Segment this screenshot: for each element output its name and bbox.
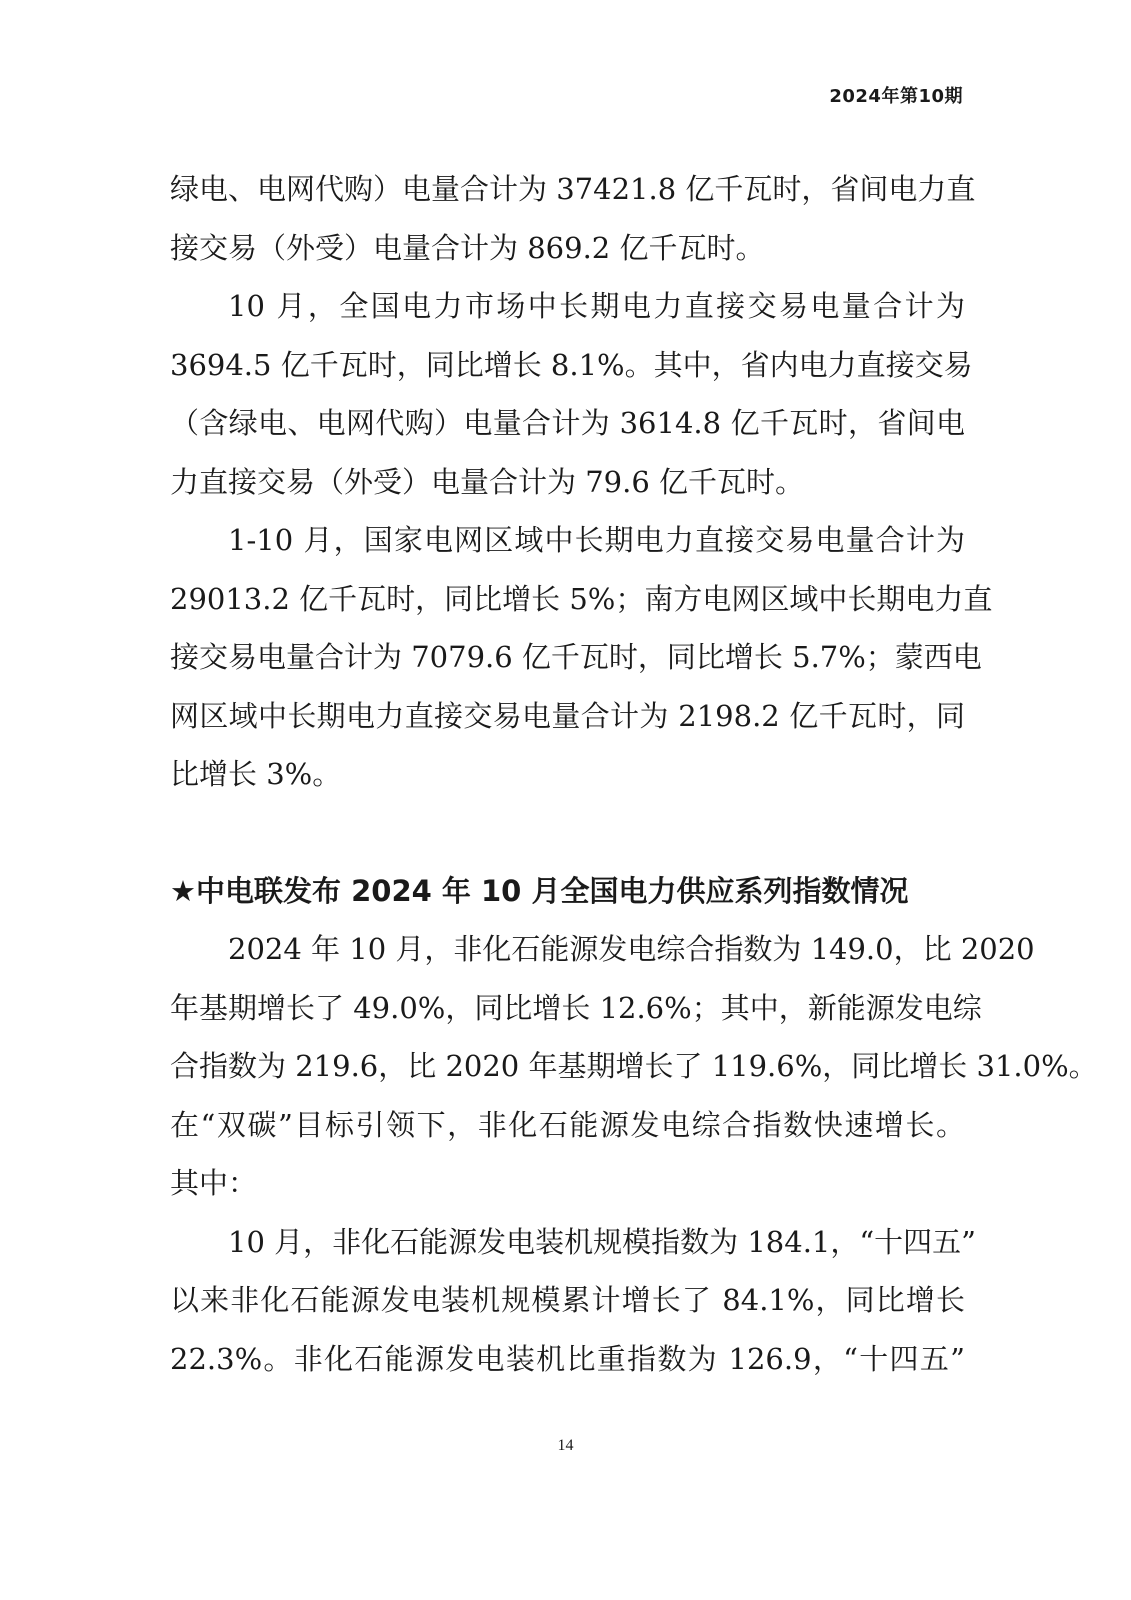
paragraph-october-trading [170,277,973,511]
paragraph-line: 力直接交易（外受）电量合计为 79.6 亿千瓦时。 [170,464,805,499]
paragraph-line: 2024 年 10 月，非化石能源发电综合指数为 149.0，比 2020 [228,932,1035,966]
paragraph-regional-trading [170,511,993,804]
paragraph-line: 其中： [170,1166,258,1200]
paragraph-line: 29013.2 亿千瓦时，同比增长 5%；南方电网区域中长期电力直 [170,581,993,616]
paragraph-green-power-totals [170,160,976,277]
paragraph-line: 接交易电量合计为 7079.6 亿千瓦时，同比增长 5.7%；蒙西电 [170,640,982,674]
paragraph-line: 在“双碳”目标引领下，非化石能源发电综合指数快速增长。 [170,1107,965,1142]
paragraph-line: 比增长 3%。 [170,757,342,791]
paragraph-line: 网区域中长期电力直接交易电量合计为 2198.2 亿千瓦时，同 [170,698,965,733]
paragraph-line: 1-10 月，国家电网区域中长期电力直接交易电量合计为 [228,523,965,557]
paragraph-installed-capacity [170,1213,977,1389]
paragraph-line: 以来非化石能源发电装机规模累计增长了 84.1%，同比增长 [170,1283,965,1317]
section-heading: ★中电联发布 2024 年 10 月全国电力供应系列指数情况 [170,873,909,908]
page-number: 14 [557,1437,574,1454]
section-spacer [170,804,965,862]
paragraph-line: 3694.5 亿千瓦时，同比增长 8.1%。其中，省内电力直接交易 [170,347,973,382]
paragraph-line: 10 月，非化石能源发电装机规模指数为 184.1，“十四五” [228,1224,977,1259]
paragraph-non-fossil-index [170,920,1098,1213]
paragraph-line: 10 月，全国电力市场中长期电力直接交易电量合计为 [228,289,965,323]
paragraph-line: 绿电、电网代购）电量合计为 37421.8 亿千瓦时，省间电力直 [170,172,976,206]
paragraph-line: 年基期增长了 49.0%，同比增长 12.6%；其中，新能源发电综 [170,990,982,1025]
paragraph-line: 22.3%。非化石能源发电装机比重指数为 126.9，“十四五” [170,1341,965,1376]
paragraph-line: 接交易（外受）电量合计为 869.2 亿千瓦时。 [170,230,765,265]
paragraph-line: 合指数为 219.6，比 2020 年基期增长了 119.6%，同比增长 31.0%。 [170,1049,1098,1083]
issue-label: 2024年第10期 [829,86,963,107]
paragraph-line: （含绿电、电网代购）电量合计为 3614.8 亿千瓦时，省间电 [170,406,965,440]
document-body [170,160,1098,1388]
